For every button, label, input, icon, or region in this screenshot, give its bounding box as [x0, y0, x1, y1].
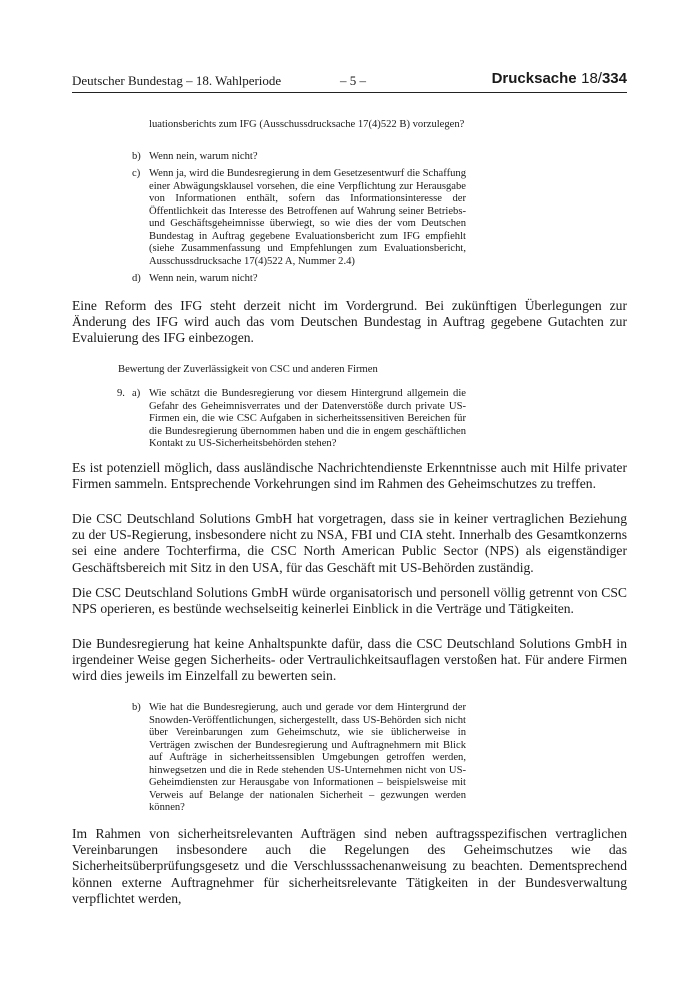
question-label: a): [132, 388, 141, 399]
question-8d: [132, 273, 466, 286]
answer-paragraph: Im Rahmen von sicherheitsrelevanten Aufträgen sind neben auftragsspezifischen vertraglichen Vereinbarungen insbesondere auch die Regelungen des Geheimschutzes wie das Sicherheitsüberprüfungsgesetz und die Verschlusssachenanweisung zu beachten. Dementsprechend können externe Auftragnehmer für sicherheitsrelevante Tätigkeiten in der Bundesverwaltung verpflichtet werden,: [72, 826, 627, 906]
header-rule: [72, 92, 627, 93]
doc-label: Drucksache: [491, 70, 577, 87]
question-text: luationsberichts zum IFG (Ausschussdrucksache 17(4)522 B) vorzulegen?: [149, 119, 465, 130]
question-text: Wie hat die Bundesregierung, auch und gerade vor dem Hintergrund der Snowden-Veröffentlichungen, sichergestellt, dass US-Behörden sich nicht über Vereinbarungen zum Geheimschutz, wie sie üblicherweise in Verträgen zwischen der Bundesregierung und Auftragnehmern mit Blick auf Aufträge in sicherheitssensiblen Umgebungen getroffen werden, hinwegsetzen und die in Rede stehenden US-Unternehmen nicht von US-Geheimdiensten zur Herausgabe von Informationen – beispielsweise mit Verweis auf Belange der nationalen Sicherheit – gezwungen werden können?: [149, 702, 466, 813]
answer-8: [72, 298, 627, 347]
doc-number: [581, 70, 627, 87]
question-9a: [117, 388, 466, 451]
question-9b: [132, 702, 466, 815]
printed-paper-number: [492, 70, 627, 88]
question-number: 9.: [117, 388, 125, 399]
question-label: c): [132, 168, 141, 179]
answer-9a-part1: [72, 460, 627, 492]
answer-9b: [72, 826, 627, 907]
question-label: b): [132, 151, 141, 162]
doc-number-bold: 334: [601, 70, 627, 87]
question-text: Wenn nein, warum nicht?: [149, 151, 258, 162]
answer-9a-part2: [72, 511, 627, 576]
doc-number-prefix: 18/: [581, 70, 602, 87]
answer-9a-part3: [72, 585, 627, 617]
answer-paragraph: Die CSC Deutschland Solutions GmbH würde organisatorisch und personell völlig getrennt von CSC NPS operieren, es bestünde wechselseitig keinerlei Einblick in die Verträge und Tätigkeiten.: [72, 585, 627, 617]
question-label: d): [132, 273, 141, 284]
question-label: b): [132, 702, 141, 713]
page-header: [72, 70, 627, 91]
answer-paragraph: Es ist potenziell möglich, dass ausländische Nachrichtendienste Erkenntnisse auch mit Hilfe privater Firmen sammeln. Entsprechende Vorkehrungen sind im Rahmen des Geheimschutzes zu treffen.: [72, 460, 627, 492]
question-8a-continuation: [149, 119, 466, 132]
question-text: Wenn nein, warum nicht?: [149, 273, 258, 284]
answer-paragraph: Die CSC Deutschland Solutions GmbH hat vorgetragen, dass sie in keiner vertraglichen Beziehung zu der US-Regierung, insbesondere nicht zu NSA, FBI und CIA steht. Innerhalb des Gesamtkonzerns sei eine andere Tochterfirma, die CSC North American Public Sector (NPS) als eigenständiger Geschäftsbereich mit Sitz in den USA, für das Geschäft mit US-Behörden zuständig.: [72, 511, 627, 575]
answer-paragraph: Eine Reform des IFG steht derzeit nicht im Vordergrund. Bei zukünftigen Überlegungen zur Änderung des IFG wird auch das vom Deutschen Bundestag in Auftrag gegebene Gutachten zur Evaluierung des IFG einbezogen.: [72, 298, 627, 346]
parliament-term: Deutscher Bundestag – 18. Wahlperiode: [72, 73, 282, 88]
question-8b: [132, 151, 466, 164]
question-text: Wie schätzt die Bundesregierung vor diesem Hintergrund allgemein die Gefahr des Geheimnisverrates und der Datenverstöße durch private US-Firmen ein, die wie CSC Aufgaben in sicherheitssensitiven Bereichen für die Bundesregierung übernommen haben und die in engem geschäftlichen Kontakt zu US-Sicherheitsbehörden stehen?: [149, 388, 466, 449]
page-number: – 5 –: [340, 73, 366, 88]
question-text: Wenn ja, wird die Bundesregierung in dem Gesetzesentwurf die Schaffung einer Abwägungsklausel vorsehen, die eine Verpflichtung zur Herausgabe von Informationen enthält, sofern das Informationsinteresse der Öffentlichkeit das Interesse des Betroffenen auf Wahrung seiner Betriebs- und Geschäftsgeheimnisse überwiegt, so wie dies der vom Deutschen Bundestag in Auftrag gegebene Evaluationsbericht zum IFG empfiehlt (siehe Zusammenfassung und Empfehlungen zum Evaluationsbericht, Ausschussdrucksache 17(4)522 A, Nummer 2.4): [149, 168, 466, 267]
section-subheading: Bewertung der Zuverlässigkeit von CSC und anderen Firmen: [118, 364, 378, 375]
question-8c: [132, 168, 466, 268]
answer-paragraph: Die Bundesregierung hat keine Anhaltspunkte dafür, dass die CSC Deutschland Solutions GmbH in irgendeiner Weise gegen Sicherheits- oder Vertraulichkeitsauflagen verstoßen hat. Für andere Firmen wird dies jeweils im Einzelfall zu bewerten sein.: [72, 636, 627, 684]
answer-9a-part4: [72, 636, 627, 685]
